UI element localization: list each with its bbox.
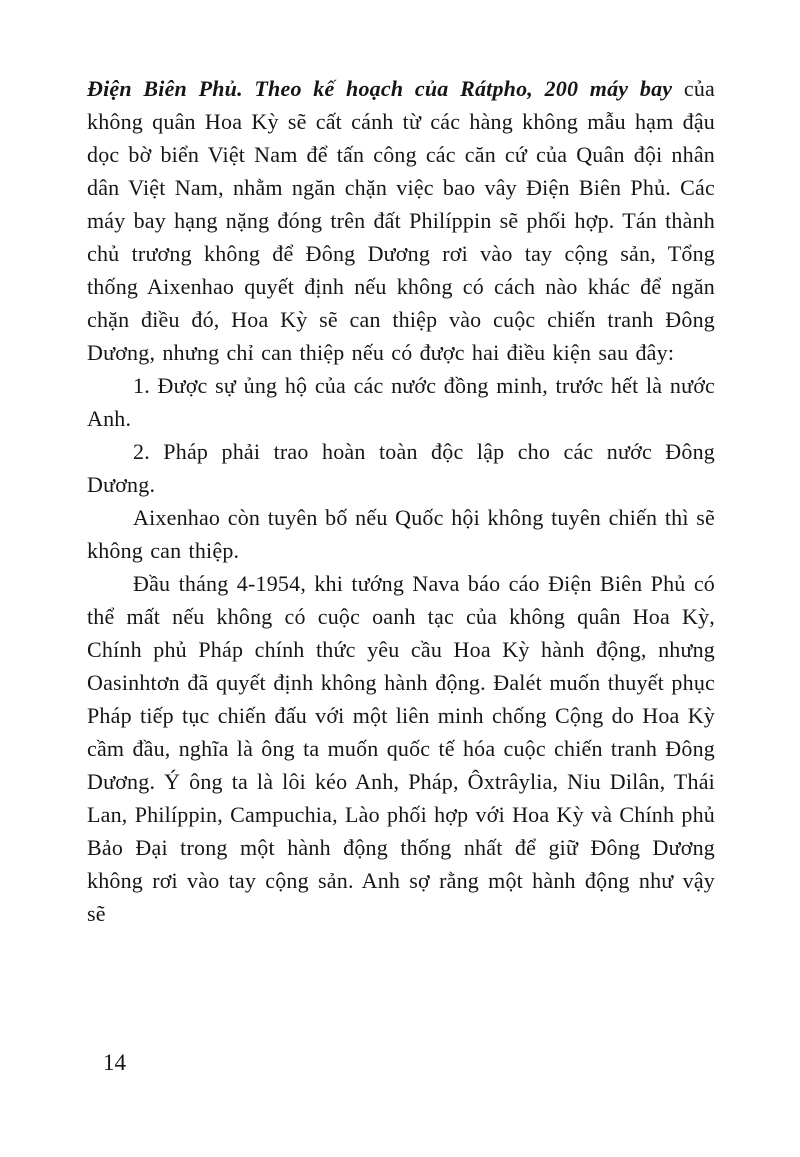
paragraph	[87, 567, 715, 930]
text-segment: của không quân Hoa Kỳ sẽ cất cánh từ các hàng không mẫu hạm đậu dọc bờ biển Việt Nam để tấn công các căn cứ của Quân đội nhân dân Việt Nam, nhằm ngăn chặn việc bao vây Điện Biên Phủ. Các máy bay hạng nặng đóng trên đất Philíppin sẽ phối hợp. Tán thành chủ trương không để Đông Dương rơi vào tay cộng sản, Tổng thống Aixenhao quyết định nếu không có cách nào khác để ngăn chặn điều đó, Hoa Kỳ sẽ can thiệp vào cuộc chiến tranh Đông Dương, nhưng chỉ can thiệp nếu có được hai điều kiện sau đây:	[87, 76, 715, 365]
page-number: 14	[103, 1050, 126, 1075]
paragraph	[87, 369, 715, 435]
paragraph	[87, 72, 715, 369]
paragraph	[87, 501, 715, 567]
page-text	[87, 72, 715, 930]
paragraph	[87, 435, 715, 501]
italic-text-segment: Điện Biên Phủ. Theo kế hoạch của Rátpho, 200 máy bay	[87, 76, 684, 101]
text-segment: 2. Pháp phải trao hoàn toàn độc lập cho các nước Đông Dương.	[87, 439, 715, 497]
text-segment: Aixenhao còn tuyên bố nếu Quốc hội không tuyên chiến thì sẽ không can thiệp.	[87, 505, 715, 563]
text-segment: 1. Được sự ủng hộ của các nước đồng minh, trước hết là nước Anh.	[87, 373, 715, 431]
text-segment: Đầu tháng 4-1954, khi tướng Nava báo cáo Điện Biên Phủ có thể mất nếu không có cuộc oanh tạc của không quân Hoa Kỳ, Chính phủ Pháp chính thức yêu cầu Hoa Kỳ hành động, nhưng Oasinhtơn đã quyết định không hành động. Đalét muốn thuyết phục Pháp tiếp tục chiến đấu với một liên minh chống Cộng do Hoa Kỳ cầm đầu, nghĩa là ông ta muốn quốc tế hóa cuộc chiến tranh Đông Dương. Ý ông ta là lôi kéo Anh, Pháp, Ôxtrâylia, Niu Dilân, Thái Lan, Philíppin, Campuchia, Lào phối hợp với Hoa Kỳ và Chính phủ Bảo Đại trong một hành động thống nhất để giữ Đông Dương không rơi vào tay cộng sản. Anh sợ rằng một hành động như vậy sẽ	[87, 571, 715, 926]
